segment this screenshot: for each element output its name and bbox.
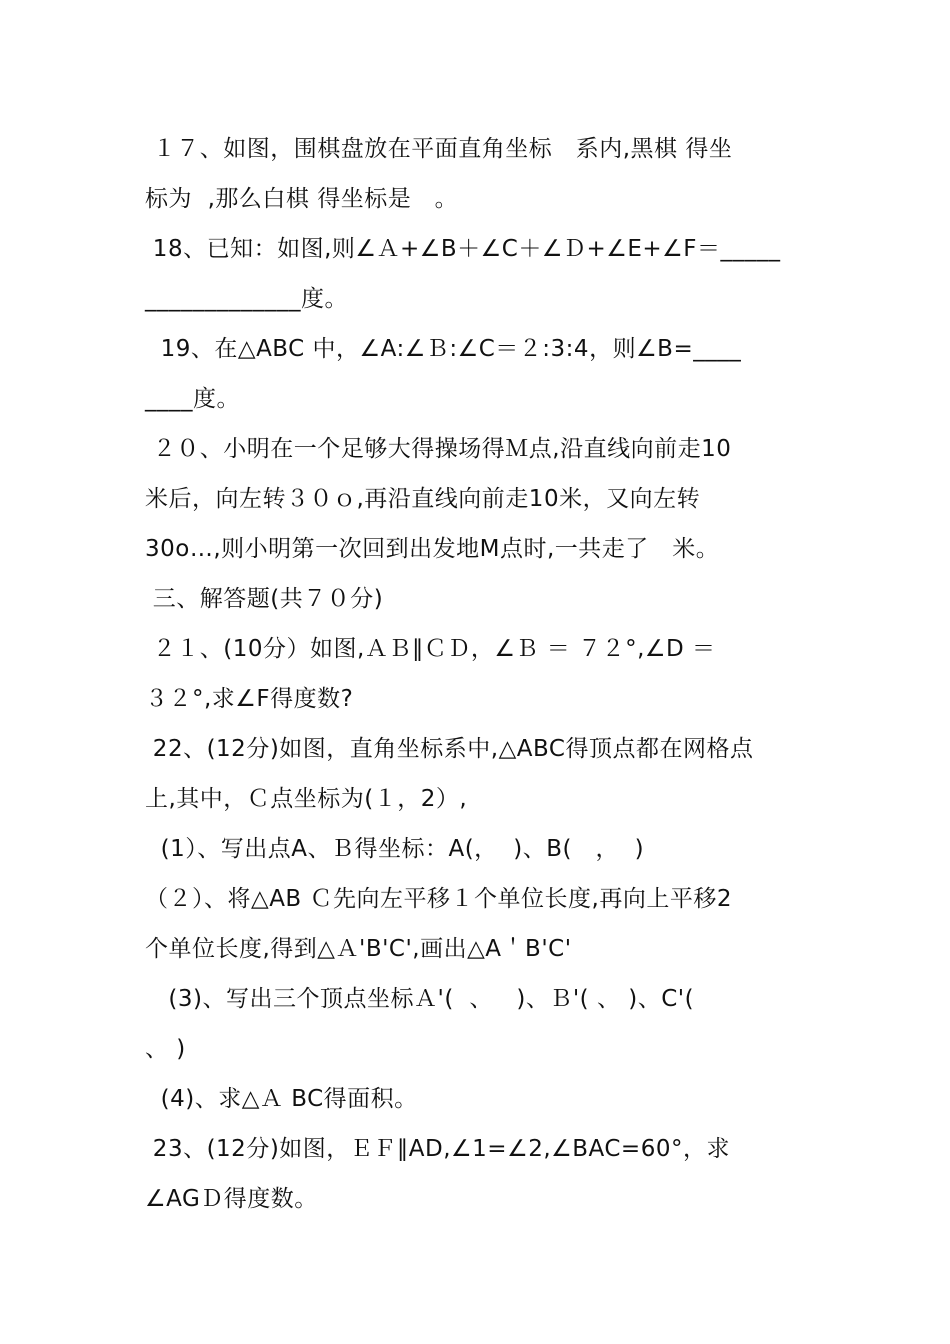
section-heading: 三、解答题(共７０分) — [145, 586, 384, 612]
question-20-line-3: 30o…,则小明第一次回到出发地M点时,一共走了 米。 — [145, 536, 720, 562]
question-22-line-2: 上,其中，Ｃ点坐标为(１，2）, — [145, 786, 468, 812]
question-23-line-1: 23、(12分)如图，ＥＦ∥AD,∠1=∠2,∠BAC=60°，求 — [145, 1136, 730, 1162]
question-22-part-2-line-1: （２）、将△AB Ｃ先向左平移１个单位长度,再向上平移2 — [145, 886, 732, 912]
question-21-line-1: ２１、(10分）如图,ＡＢ∥ＣＤ，∠Ｂ ＝ ７２°,∠D ＝ — [145, 636, 716, 662]
question-20-line-2: 米后，向左转３０ｏ,再沿直线向前走10米，又向左转 — [145, 486, 701, 512]
question-21-line-2: ３２°,求∠F得度数? — [145, 686, 354, 712]
question-17-line-1: １７、如图，围棋盘放在平面直角坐标 系内,黑棋 得坐 — [145, 136, 733, 162]
question-23-line-2: ∠AGＤ得度数。 — [145, 1186, 318, 1212]
question-22-part-4: (4)、求△Ａ BC得面积。 — [145, 1086, 418, 1112]
question-18-line-1: 18、已知：如图,则∠Ａ+∠B＋∠C＋∠Ｄ+∠E+∠F＝_____ — [145, 236, 781, 262]
question-22-part-3-line-2: 、 ) — [145, 1036, 186, 1062]
question-19-line-1: 19、在△ABC 中，∠A:∠Ｂ:∠C＝２:3:4，则∠B=____ — [145, 336, 742, 362]
question-22-line-1: 22、(12分)如图，直角坐标系中,△ABC得顶点都在网格点 — [145, 736, 754, 762]
question-22-part-1: (1）、写出点A、Ｂ得坐标：A(， )、B( ， ) — [145, 836, 645, 862]
question-20-line-1: ２０、小明在一个足够大得操场得Ｍ点,沿直线向前走10 — [145, 436, 732, 462]
question-18-line-2: _____________度。 — [145, 286, 348, 312]
question-17-line-2: 标为 ,那么白棋 得坐标是 。 — [145, 186, 459, 212]
question-22-part-2-line-2: 个单位长度,得到△Ａ'B'C',画出△A＇B'C' — [145, 936, 572, 962]
question-19-line-2: ____度。 — [145, 386, 240, 412]
question-22-part-3-line-1: (3)、写出三个顶点坐标Ａ'( 、 )、Ｂ'( 、 )、C'( — [145, 986, 695, 1012]
